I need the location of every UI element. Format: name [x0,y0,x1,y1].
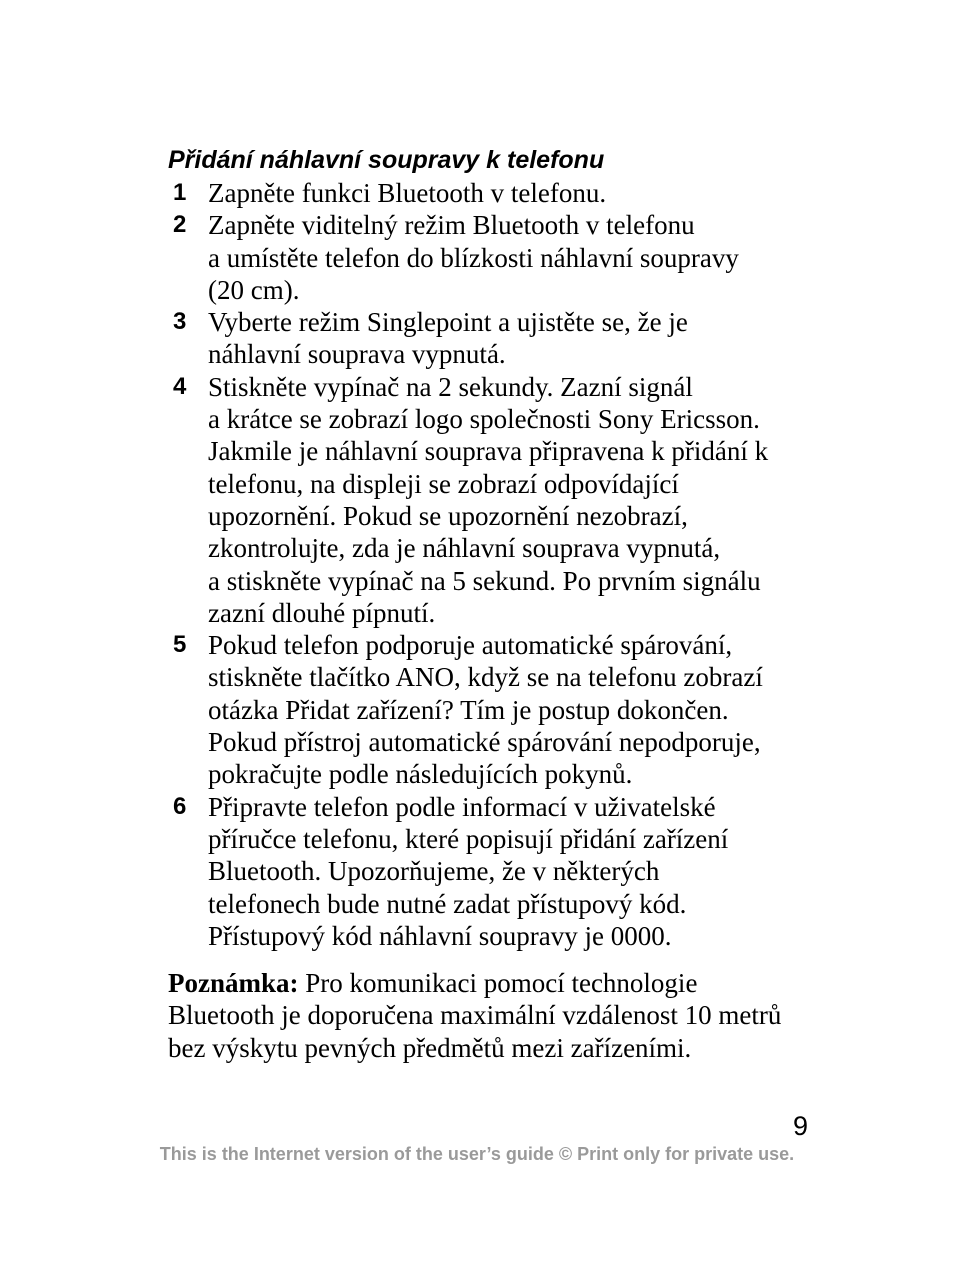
step-2 [168,209,828,306]
step-5 [168,629,828,790]
step-number: 5 [173,631,187,659]
step-text-line: a stiskněte vypínač na 5 sekund. Po prvním signálu [208,565,761,596]
step-text-line: upozornění. Pokud se upozornění nezobrazí, [208,500,688,531]
step-number: 4 [173,372,187,400]
step-text-line: Jakmile je náhlavní souprava připravena k přidání k [208,436,769,467]
note-label: Poznámka: [168,968,299,999]
step-text-line: a umístěte telefon do blízkosti náhlavní soupravy [208,242,739,273]
page-content [168,143,828,1064]
step-text-line: Připravte telefon podle informací v uživatelské [208,791,716,822]
step-1 [168,177,828,209]
step-text-line: (20 cm). [208,274,300,305]
step-text-line: telefonu, na displeji se zobrazí odpovídající [208,468,679,499]
step-text-line: Vyberte režim Singlepoint a ujistěte se, že je [208,307,688,338]
note-line: bez výskytu pevných předmětů mezi zařízeními. [168,1032,692,1063]
step-text-line: Zapněte funkci Bluetooth v telefonu. [208,178,607,208]
step-text-line: zazní dlouhé pípnutí. [208,597,436,628]
note-text: Pro komunikaci pomocí technologie [298,968,698,999]
steps-list [168,177,828,952]
step-text-line: telefonech bude nutné zadat přístupový kód. [208,888,687,919]
note-paragraph [168,967,828,1064]
footer-notice: This is the Internet version of the user’s guide © Print only for private use. [159,1144,795,1164]
section-heading: Přidání náhlavní soupravy k telefonu [168,146,605,174]
step-text-line: příručce telefonu, které popisují přidání zařízení [208,823,729,854]
step-text-line: Bluetooth. Upozorňujeme, že v některých [208,856,660,887]
step-text-line: pokračujte podle následujících pokynů. [208,759,633,790]
step-number: 6 [173,792,187,820]
step-number: 3 [173,308,187,336]
step-text-line: a krátce se zobrazí logo společnosti Sony Ericsson. [208,404,760,435]
step-text-line: stiskněte tlačítko ANO, když se na telefonu zobrazí [208,662,763,693]
step-text-line: Pokud telefon podporuje automatické spárování, [208,630,733,661]
step-text-line: Zapněte viditelný režim Bluetooth v telefonu [208,210,695,241]
step-text-line: náhlavní souprava vypnutá. [208,339,506,370]
step-text-line: otázka Přidat zařízení? Tím je postup dokončen. [208,694,729,725]
step-4 [168,371,828,629]
step-text-line: Stiskněte vypínač na 2 sekundy. Zazní signál [208,371,693,402]
step-6 [168,791,828,952]
note-line: Bluetooth je doporučena maximální vzdálenost 10 metrů [168,1000,782,1031]
step-number: 2 [173,211,187,239]
step-text-line: Pokud přístroj automatické spárování nepodporuje, [208,727,761,758]
step-text-line: Přístupový kód náhlavní soupravy je 0000. [208,920,672,951]
step-text-line: zkontrolujte, zda je náhlavní souprava vypnutá, [208,533,721,564]
note-line [168,967,828,999]
page-number: 9 [792,1111,808,1141]
step-3 [168,306,828,371]
step-number: 1 [173,179,187,206]
